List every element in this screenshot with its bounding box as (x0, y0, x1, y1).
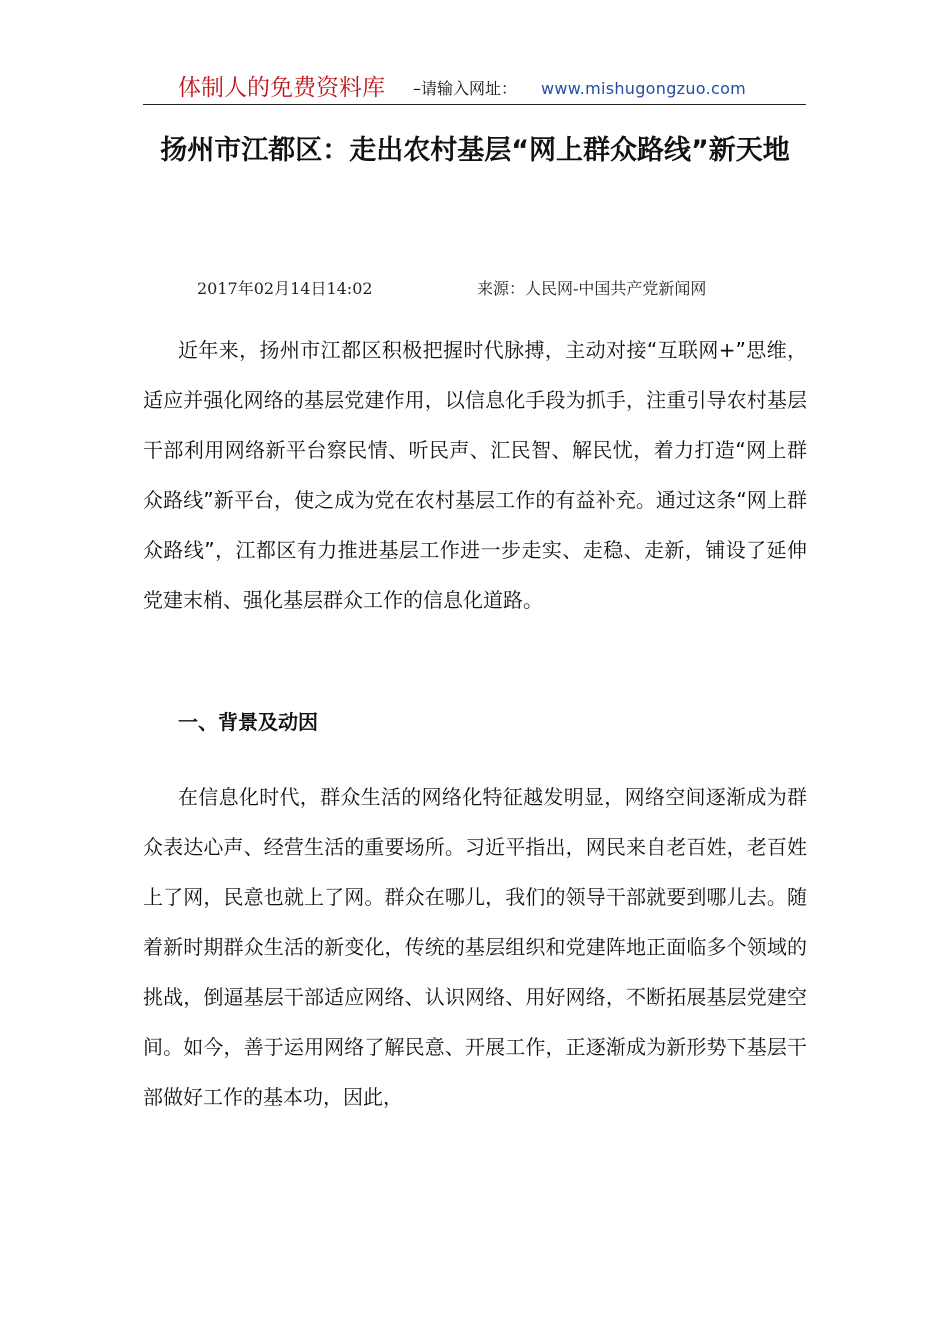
page-header (143, 70, 806, 105)
publish-date: 2017年02月14日14:02 (197, 279, 373, 298)
section-heading: 一、背景及动因 (178, 710, 318, 734)
brand-name: 体制人的免费资料库 (178, 75, 385, 101)
intro-paragraph: 近年来，扬州市江都区积极把握时代脉搏，主动对接“互联网+”思维，适应并强化网络的基层党建作用，以信息化手段为抓手，注重引导农村基层干部利用网络新平台察民情、听民声、汇民智、解民忧，着力打造“网上群众路线”新平台，使之成为党在农村基层工作的有益补充。通过这条“网上群众路线”，江都区有力推进基层工作进一步走实、走稳、走新，铺设了延伸党建末梢、强化基层群众工作的信息化道路。 (143, 338, 807, 612)
website-link[interactable]: www.mishugongzuo.com (541, 79, 747, 98)
article-title: 扬州市江都区：走出农村基层“网上群众路线”新天地 (160, 135, 790, 166)
url-prompt: –请输入网址： (413, 79, 518, 98)
article-source: 来源：人民网-中国共产党新闻网 (477, 279, 707, 298)
body-paragraph: 在信息化时代，群众生活的网络化特征越发明显，网络空间逐渐成为群众表达心声、经营生活的重要场所。习近平指出，网民来自老百姓，老百姓上了网，民意也就上了网。群众在哪儿，我们的领导干部就要到哪儿去。随着新时期群众生活的新变化，传统的基层组织和党建阵地正面临多个领域的挑战，倒逼基层干部适应网络、认识网络、用好网络，不断拓展基层党建空间。如今，善于运用网络了解民意、开展工作，正逐渐成为新形势下基层干部做好工作的基本功，因此， (143, 785, 807, 1109)
